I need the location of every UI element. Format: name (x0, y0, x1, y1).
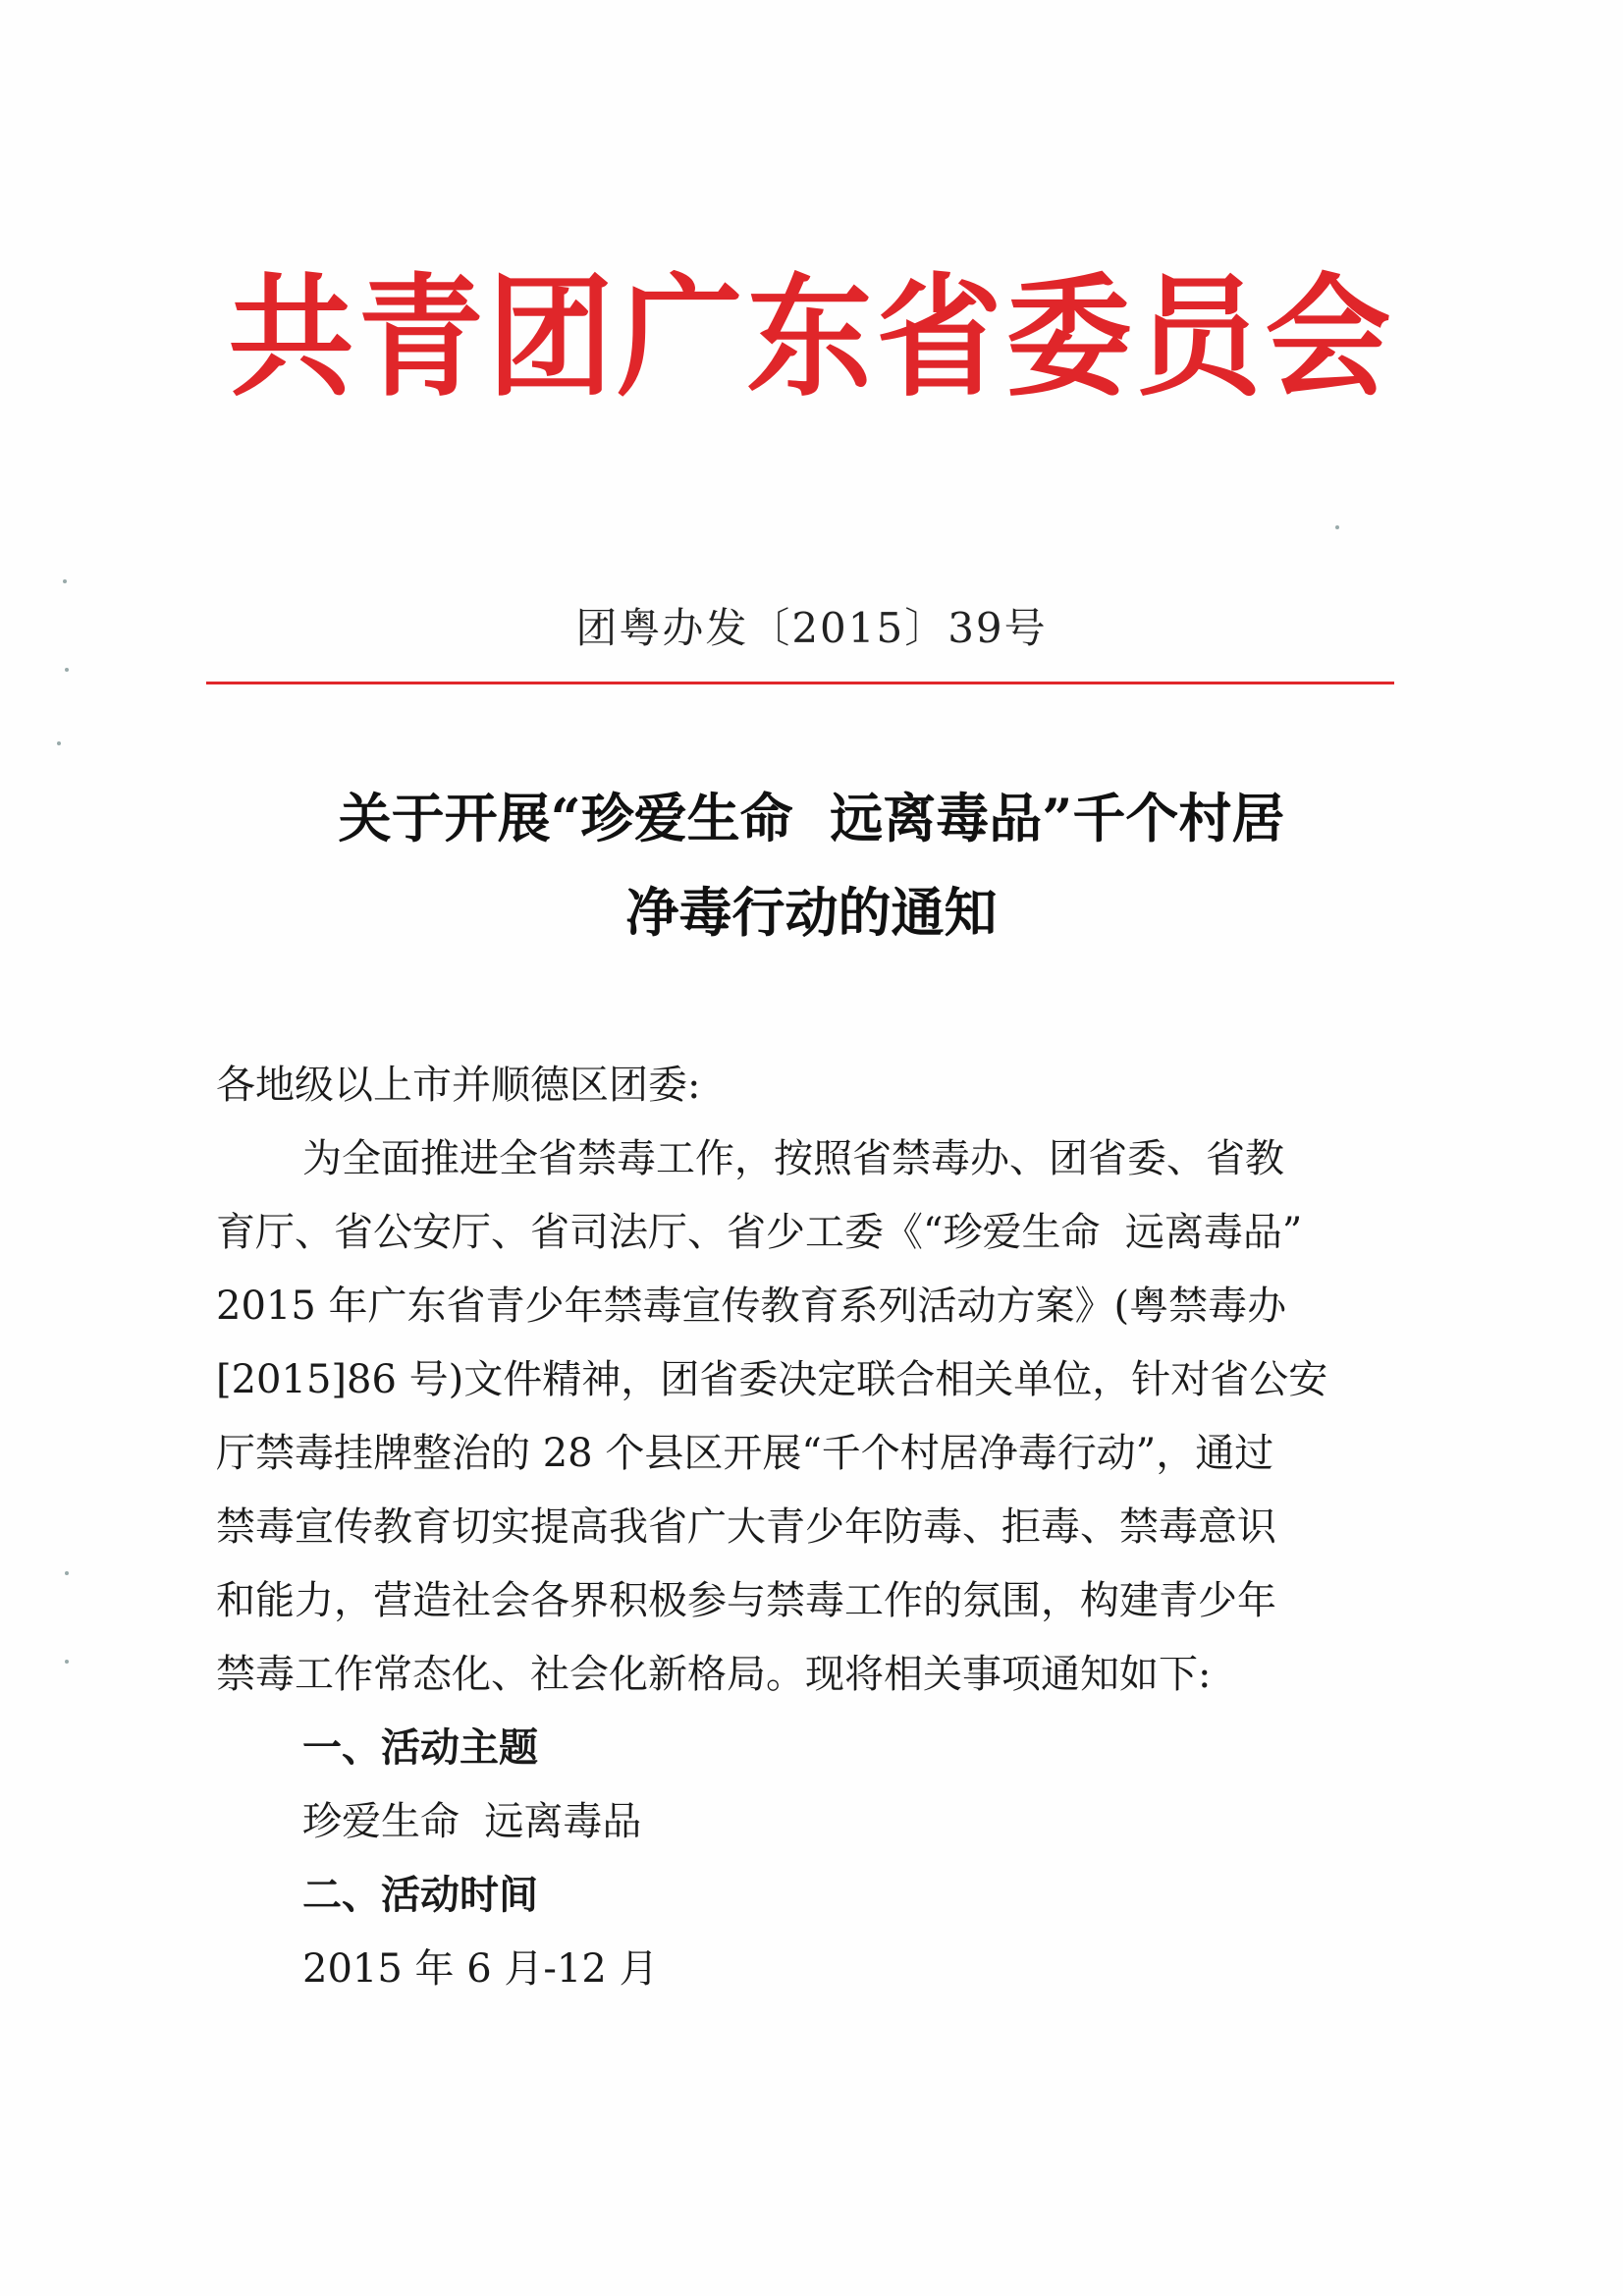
title-line-2: 净毒行动的通知 (625, 881, 998, 944)
paragraph-line: 2015 年广东省青少年禁毒宣传教育系列活动方案》(粤禁毒办 (216, 1284, 1287, 1329)
paragraph-line: 禁毒工作常态化、社会化新格局。现将相关事项通知如下: (216, 1652, 1212, 1697)
paragraph-line: 为全面推进全省禁毒工作，按照省禁毒办、团省委、省教 (302, 1136, 1284, 1181)
paragraph-line: 和能力，营造社会各界积极参与禁毒工作的氛围，构建青少年 (216, 1578, 1276, 1623)
document-body (216, 1049, 1406, 2006)
document-title (0, 771, 1623, 959)
section-heading-time: 二、活动时间 (302, 1873, 538, 1918)
issuing-organization-header: 共青团广东省委员会 (228, 261, 1395, 415)
scan-speck (1335, 525, 1339, 529)
title-line-1: 关于开展“珍爱生命 远离毒品”千个村居 (338, 787, 1285, 849)
scan-speck (65, 668, 69, 672)
section-heading-theme: 一、活动主题 (302, 1725, 538, 1771)
paragraph-line: 厅禁毒挂牌整治的 28 个县区开展“千个村居净毒行动”，通过 (216, 1431, 1274, 1476)
main-paragraph (216, 1122, 1406, 1712)
scan-speck (65, 1571, 69, 1575)
scan-speck (57, 741, 61, 745)
red-divider-line (206, 682, 1394, 684)
paragraph-line: 禁毒宣传教育切实提高我省广大青少年防毒、拒毒、禁毒意识 (216, 1504, 1276, 1550)
paragraph-line: 育厅、省公安厅、省司法厅、省少工委《“珍爱生命 远离毒品” (216, 1210, 1303, 1255)
scan-speck (65, 1660, 69, 1664)
section-content-theme: 珍爱生命 远离毒品 (302, 1799, 642, 1844)
document-number: 团粤办发〔2015〕39号 (575, 604, 1048, 652)
scan-speck (63, 579, 67, 583)
section-content-time: 2015 年 6 月-12 月 (302, 1946, 659, 1992)
salutation: 各地级以上市并顺德区团委: (216, 1063, 701, 1108)
paragraph-line: [2015]86 号)文件精神，团省委决定联合相关单位，针对省公安 (216, 1357, 1328, 1402)
